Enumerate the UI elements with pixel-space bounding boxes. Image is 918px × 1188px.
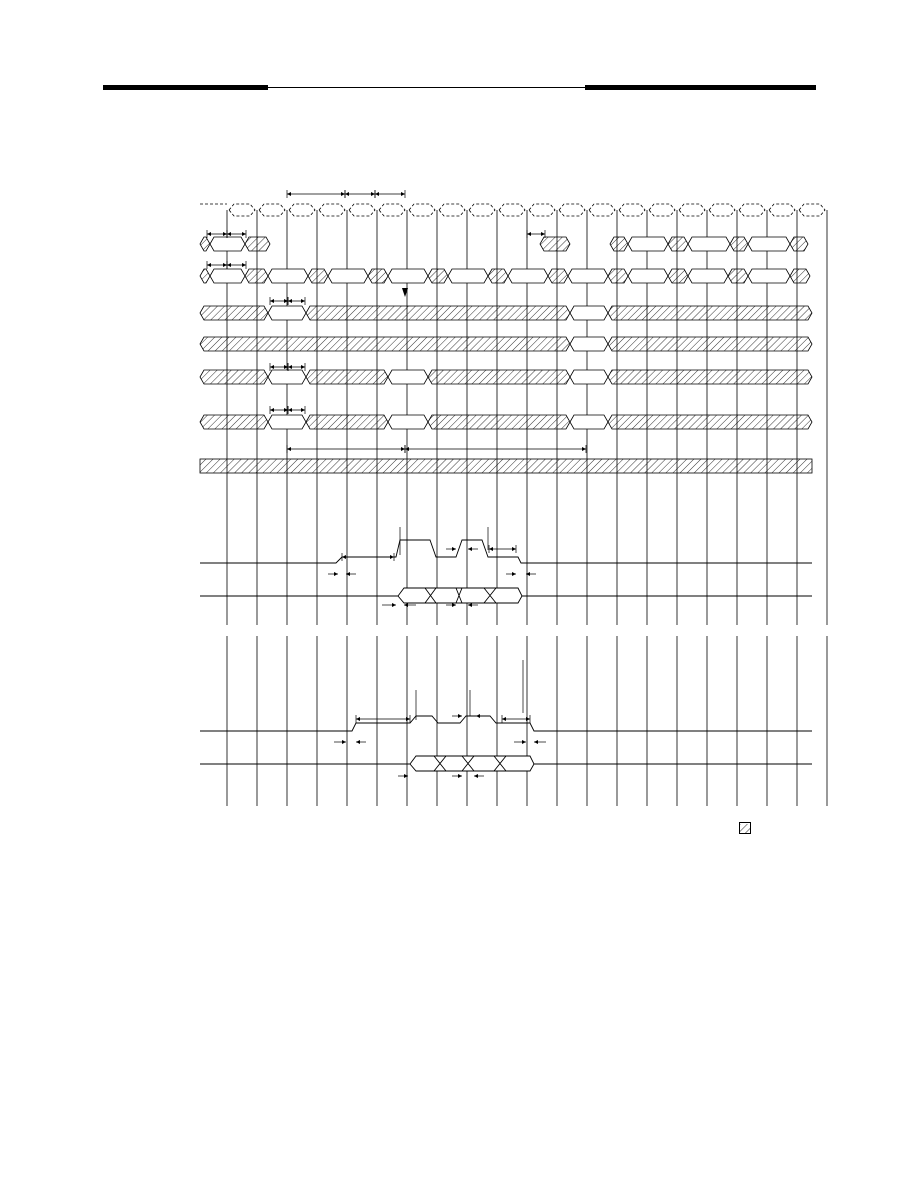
bus-segment — [790, 237, 808, 251]
bus-segment — [668, 237, 688, 251]
legend-hatch-icon — [740, 824, 751, 834]
bus-segment — [488, 269, 508, 283]
bus-segment — [748, 237, 790, 251]
bus-segment — [610, 237, 628, 251]
cycle-grid — [227, 210, 827, 806]
hatch-row — [608, 415, 812, 429]
bus-segment — [790, 269, 810, 283]
clock-cycle — [289, 204, 315, 216]
hatch-row — [268, 415, 306, 429]
data-window-a — [398, 588, 522, 603]
bus-segment — [210, 269, 245, 283]
clock-cycle — [409, 204, 435, 216]
clock-cycle — [739, 204, 765, 216]
hatch-row — [428, 415, 570, 429]
bus-segment — [268, 269, 308, 283]
bus-segment — [628, 269, 668, 283]
hatch-row — [306, 370, 388, 384]
clock-cycle — [349, 204, 375, 216]
bus-segment — [728, 269, 748, 283]
bus-segment — [730, 237, 748, 251]
bus-segment — [328, 269, 368, 283]
hatch-row — [608, 337, 812, 351]
clock-cycle — [499, 204, 525, 216]
clock-cycle — [589, 204, 615, 216]
bus-segment — [608, 269, 628, 283]
clock-cycle — [679, 204, 705, 216]
clock-cycle — [229, 204, 255, 216]
bus-segment — [210, 237, 245, 251]
clock-cycle — [439, 204, 465, 216]
bus-segment — [388, 269, 428, 283]
bus-segment — [448, 269, 488, 283]
clock-cycle — [259, 204, 285, 216]
clock-cycle — [319, 204, 345, 216]
bus-segment — [428, 269, 448, 283]
bus-segment — [308, 269, 328, 283]
bus-segment — [508, 269, 548, 283]
hatch-row — [608, 370, 812, 384]
signal-wave-a — [200, 540, 812, 563]
clock-cycle — [379, 204, 405, 216]
legend-hatch-swatch — [739, 822, 751, 834]
bus-segment — [540, 237, 570, 251]
bus-segment — [688, 237, 730, 251]
hatch-row — [306, 415, 388, 429]
bus-segment — [628, 237, 668, 251]
bus-segment — [748, 269, 790, 283]
hatch-row — [200, 415, 268, 429]
clock-cycle — [799, 204, 825, 216]
bus-segment — [668, 269, 688, 283]
signal-rows — [200, 540, 812, 771]
bus-segment — [568, 269, 608, 283]
signal-wave-c — [200, 716, 812, 731]
bus-segment — [548, 269, 568, 283]
clock-cycle — [619, 204, 645, 216]
hatch-row — [570, 370, 608, 384]
bus-segment — [368, 269, 388, 283]
hatch-row — [200, 370, 268, 384]
bus-segment — [200, 269, 210, 283]
bus-segment — [245, 269, 268, 283]
hatch-row — [388, 370, 428, 384]
bus-rows — [200, 204, 825, 473]
hatch-row — [200, 306, 268, 320]
hatch-row — [570, 415, 608, 429]
hatch-row — [570, 337, 608, 351]
hatch-row — [200, 337, 570, 351]
clock-cycle — [559, 204, 585, 216]
hatch-row — [428, 370, 570, 384]
clock-cycle — [769, 204, 795, 216]
bus-segment — [200, 237, 210, 251]
bus-segment — [245, 237, 270, 251]
hatch-row — [570, 306, 608, 320]
clock-cycle — [709, 204, 735, 216]
hatch-row — [268, 370, 306, 384]
hatch-row — [268, 306, 306, 320]
hatch-row — [306, 306, 570, 320]
clock-cycle — [529, 204, 555, 216]
bus-segment — [688, 269, 728, 283]
hatch-row — [608, 306, 812, 320]
hatch-row-full — [200, 459, 812, 473]
clock-cycle — [649, 204, 675, 216]
hatch-row — [388, 415, 428, 429]
clock-cycle — [469, 204, 495, 216]
